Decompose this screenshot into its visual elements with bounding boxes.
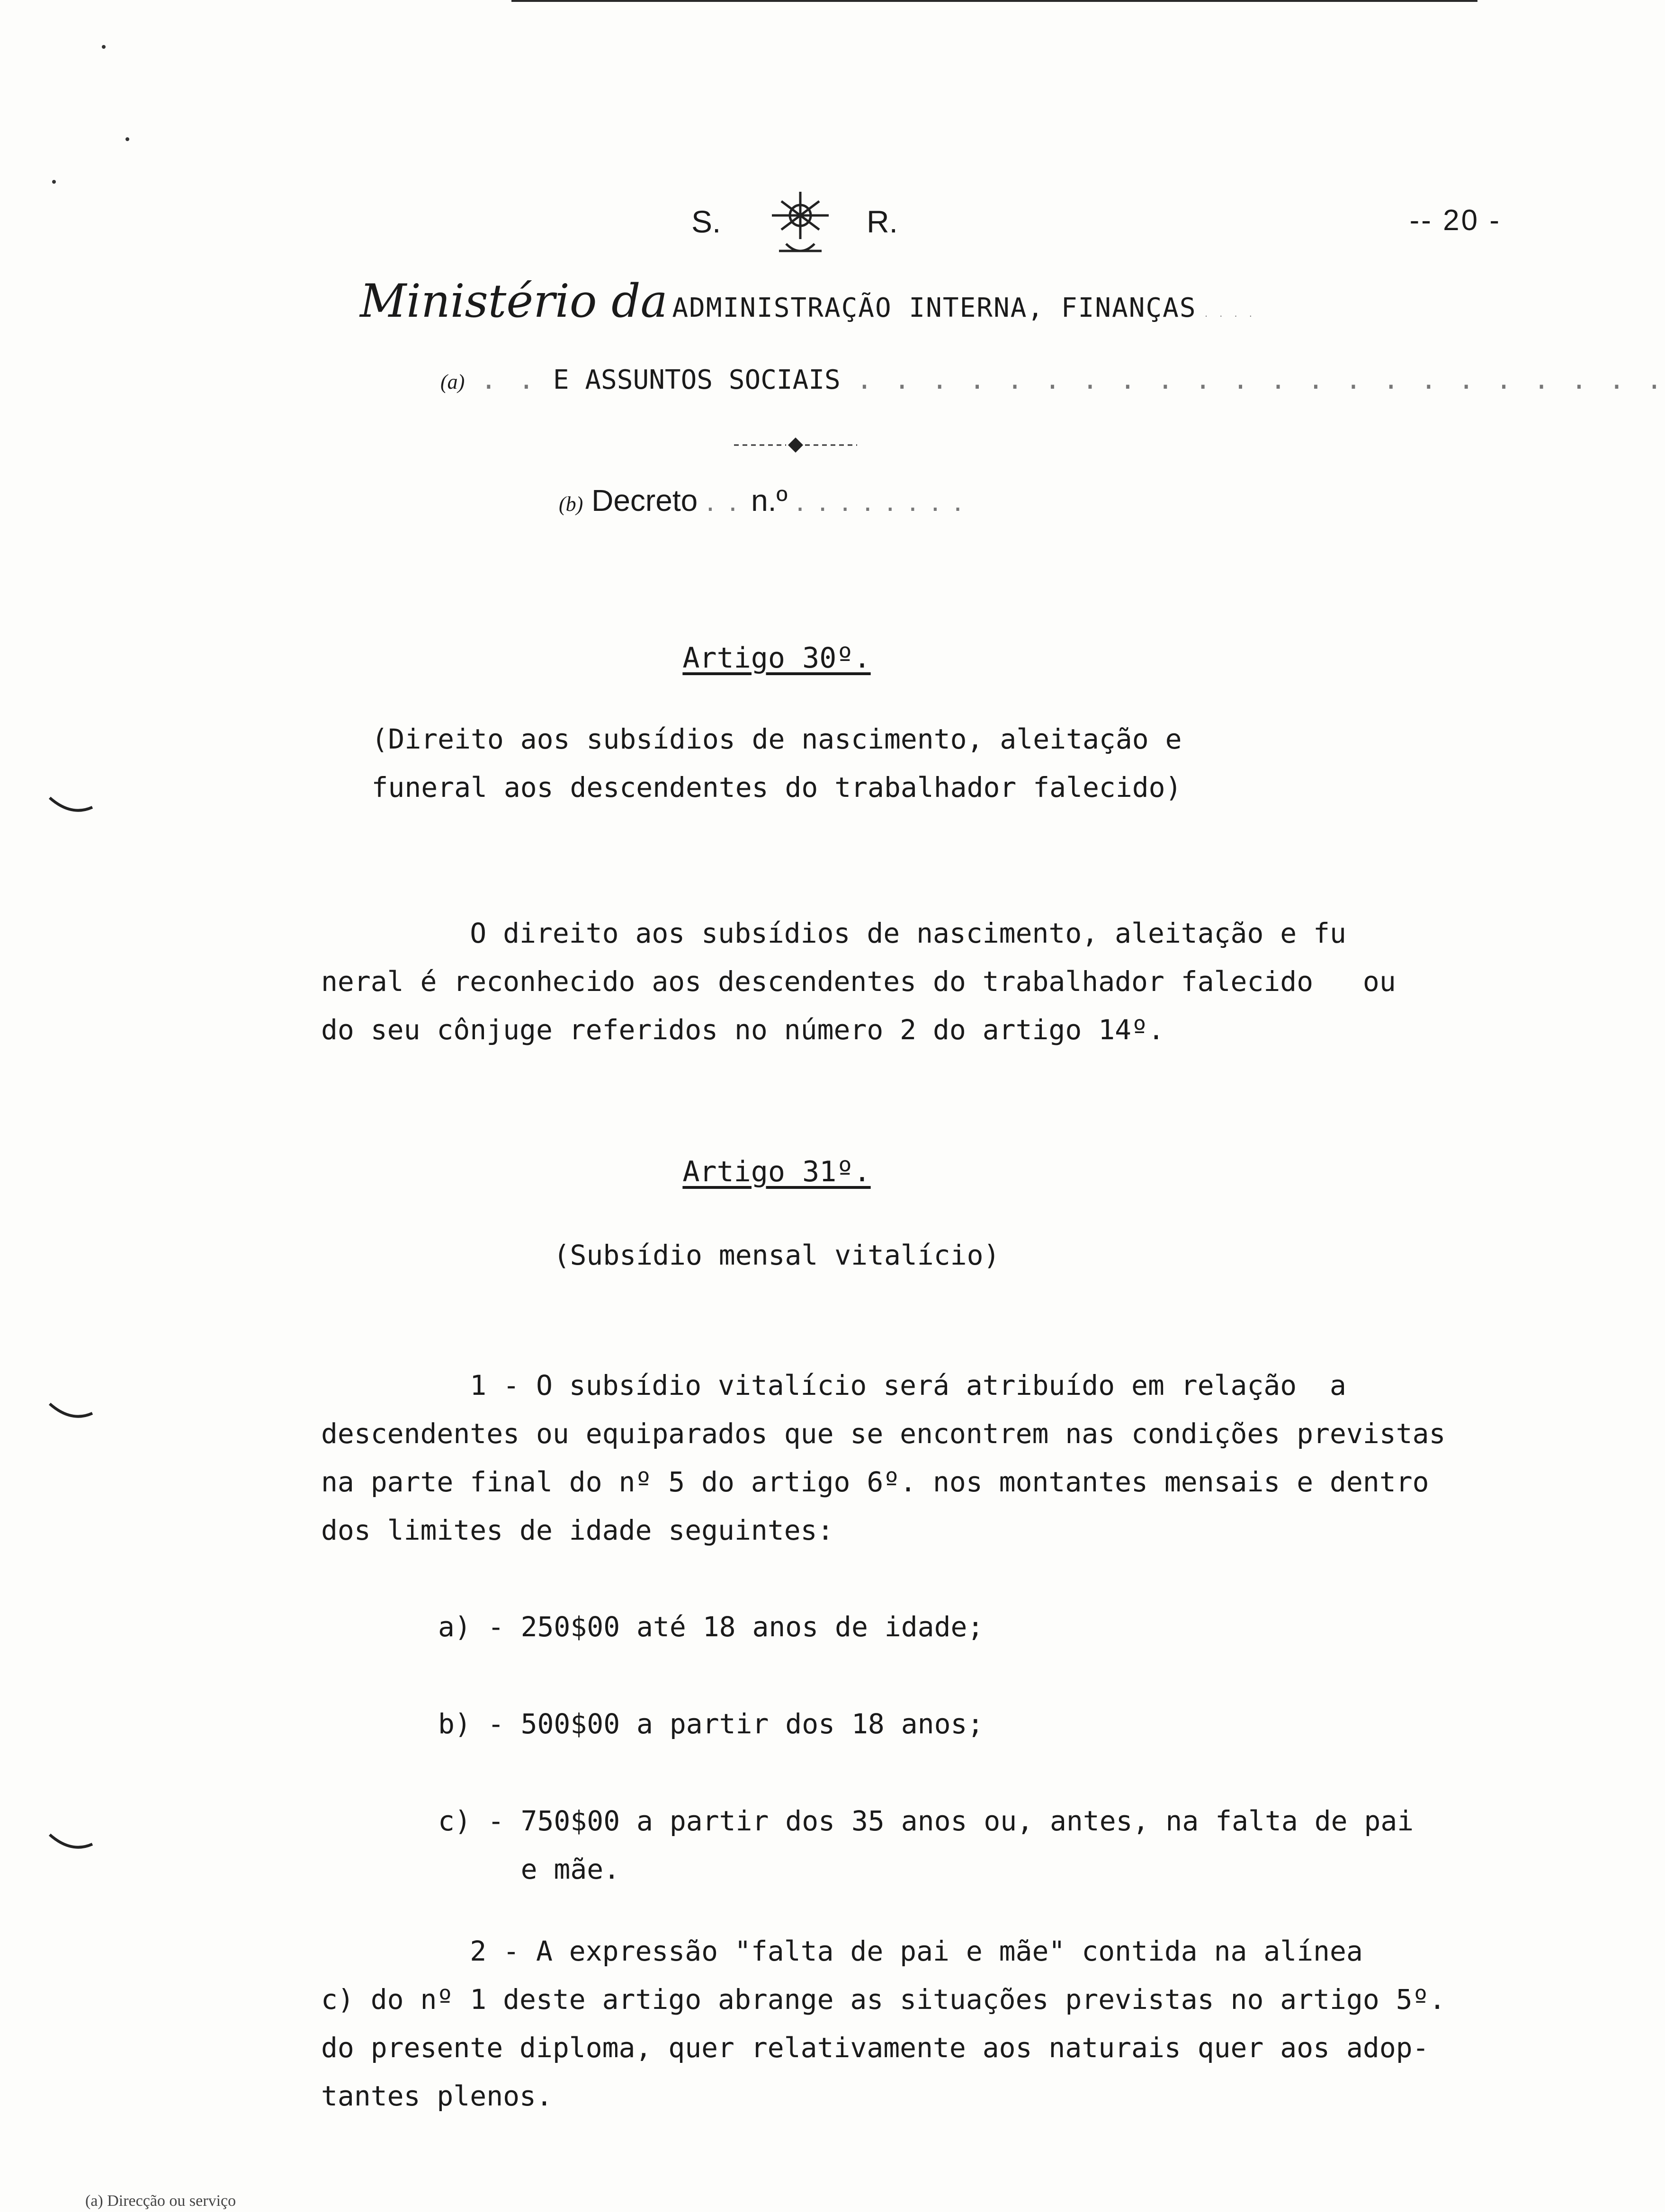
article-31-p2-line1: 2 - A expressão "falta de pai e mãe" contida na alínea (321, 1935, 1363, 1967)
emblem-letter-r: R. (867, 204, 898, 239)
coat-of-arms-emblem-icon (753, 182, 848, 263)
article-31-p1-line2: descendentes ou equiparados que se encontrem nas condições previstas (321, 1418, 1446, 1450)
fill-dots: . . . . (1196, 310, 1256, 319)
article-31-p1-line3: na parte final do nº 5 do artigo 6º. nos montantes mensais e dentro (321, 1466, 1429, 1498)
footnote-ref-a: (a) (440, 370, 465, 393)
ministry-name-line2: E ASSUNTOS SOCIAIS (553, 365, 841, 395)
article-31-p1-line1: 1 - O subsídio vitalício será atribuído em relação a (321, 1369, 1346, 1401)
fill-dots: . . (706, 483, 752, 517)
article-31-item-b: b) - 500$00 a partir dos 18 anos; (438, 1708, 984, 1740)
fill-dots: . . . . . . . . . . . . . . . . . . . . . . (856, 365, 1665, 395)
ministry-heading (360, 275, 1256, 328)
ministry-title: Ministério da (360, 275, 668, 328)
separator-ornament-icon (725, 436, 867, 455)
article-30-subtitle-line2: funeral aos descendentes do trabalhador falecido) (371, 771, 1182, 803)
numero-label: n.º (751, 483, 788, 517)
emblem-letter-s: S. (691, 204, 721, 239)
article-31-p2-line2: c) do nº 1 deste artigo abrange as situações previstas no artigo 5º. (321, 1983, 1446, 2016)
ministry-department-row (440, 365, 1665, 395)
article-31-heading: Artigo 31º. (682, 1155, 871, 1188)
footnote: (a) Direcção ou serviço (85, 2192, 236, 2210)
margin-mark-icon (47, 795, 95, 814)
article-31-p1-line4: dos limites de idade seguintes: (321, 1514, 834, 1546)
article-31-p2-line3: do presente diploma, quer relativamente aos naturais quer aos adop- (321, 2032, 1429, 2064)
decreto-label: Decreto (591, 483, 698, 517)
scan-speck (52, 180, 56, 184)
ministry-name-line1: ADMINISTRAÇÃO INTERNA, FINANÇAS (672, 293, 1197, 323)
article-30-heading: Artigo 30º. (682, 642, 871, 675)
article-30-subtitle-line1: (Direito aos subsídios de nascimento, aleitação e (371, 723, 1182, 755)
article-31-p2-line4: tantes plenos. (321, 2080, 553, 2112)
article-31-subtitle: (Subsídio mensal vitalício) (553, 1239, 1000, 1271)
scan-speck (125, 137, 129, 141)
page-number: -- 20 - (1409, 204, 1501, 237)
article-31-item-a: a) - 250$00 até 18 anos de idade; (438, 1611, 984, 1643)
article-30-body-line1: O direito aos subsídios de nascimento, aleitação e fu (321, 917, 1346, 949)
margin-mark-icon (47, 1832, 95, 1851)
decreto-line (559, 483, 965, 518)
article-30-body-line3: do seu cônjuge referidos no número 2 do artigo 14º. (321, 1014, 1164, 1046)
footnote-ref-b: (b) (559, 492, 583, 516)
fill-dots: . . (481, 365, 537, 395)
article-31-item-c-line1: c) - 750$00 a partir dos 35 anos ou, antes, na falta de pai (438, 1805, 1414, 1837)
fill-dots: . . . . . . . . (796, 483, 965, 517)
article-30-body-line2: neral é reconhecido aos descendentes do trabalhador falecido ou (321, 965, 1396, 998)
margin-mark-icon (47, 1401, 95, 1420)
top-edge-rule (511, 0, 1477, 2)
article-31-item-c-line2: e mãe. (438, 1853, 620, 1885)
scan-speck (102, 45, 106, 49)
